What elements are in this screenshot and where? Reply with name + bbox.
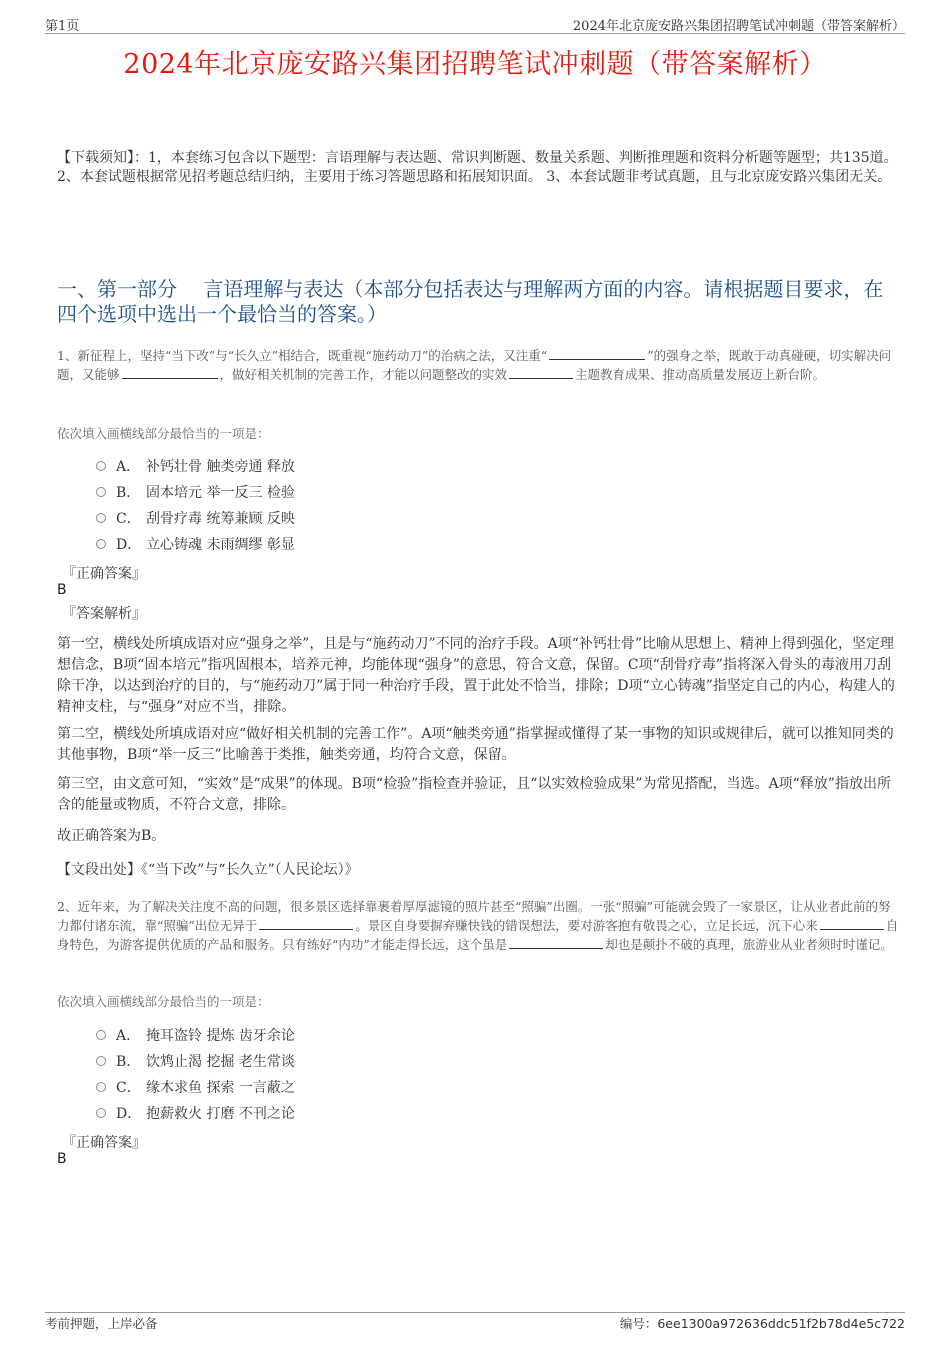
option-b[interactable] xyxy=(96,479,295,505)
answer-blank xyxy=(509,936,603,949)
option-c[interactable] xyxy=(96,505,295,531)
option-text: 固本培元 举一反三 检验 xyxy=(146,485,295,501)
footer-code-label: 编号： xyxy=(619,1316,658,1331)
radio-icon[interactable] xyxy=(96,1030,106,1040)
footer-divider xyxy=(45,1312,905,1313)
radio-icon[interactable] xyxy=(96,1056,106,1066)
question-2-part-2: 。景区自身要摒弃赚快钱的错误想法，要对游客抱有敬畏之心，立足长远，沉下心来 xyxy=(355,918,818,933)
option-d[interactable] xyxy=(96,1100,295,1126)
question-1-options xyxy=(96,453,295,557)
option-d[interactable] xyxy=(96,531,295,557)
option-text: 刮骨疗毒 统筹兼顾 反映 xyxy=(146,511,295,527)
answer-blank xyxy=(820,917,884,930)
answer-blank xyxy=(122,366,218,379)
answer-blank xyxy=(259,917,353,930)
analysis-paragraph-3: 第三空，由文意可知，“实效”是“成果”的体现。B项“检验”指检查并验证，且“以实效检验成果”为常见搭配，当选。A项“释放”指放出所含的能量或物质，不符合文意，排除。 xyxy=(57,776,891,813)
question-2-part-1: 2、近年来，为了解决关注度不高的问题，很多景区选择靠裹着厚厚滤镜的照片甚至“照骗”出圈。一张“照骗”可能就会毁了一家景区，让从业者此前的努力都付诸东流，靠“照骗”出位无异于 xyxy=(57,899,891,933)
source-citation: 【文段出处】《“当下改”与“长久立”（人民论坛）》 xyxy=(57,862,359,878)
question-2-options xyxy=(96,1022,295,1126)
correct-answer-label: 『正确答案』 xyxy=(62,1135,146,1151)
footer-code-value: 6ee1300a972636ddc51f2b78d4e5c722 xyxy=(657,1316,905,1331)
footer-slogan: 考前押题，上岸必备 xyxy=(45,1316,158,1331)
analysis-paragraph-1: 第一空，横线处所填成语对应“强身之举”，且是与“施药动刀”不同的治疗手段。A项“补钙壮骨”比喻从思想上、精神上得到强化，坚定理想信念，B项“固本培元”指巩固根本，培养元神，均能体现“强身”的意思，符合文意，保留。C项“刮骨疗毒”指将深入骨头的毒液用刀刮除干净，以达到治疗的目的，与“施药动刀”属于同一种治疗手段，置于此处不恰当，排除；D项“立心铸魂”指坚定自己的内心，构建人的精神支柱，与“强身”对应不当，排除。 xyxy=(57,636,895,715)
page-header xyxy=(45,13,905,34)
question-2-part-4: 却也是颠扑不破的真理，旅游业从业者须时时谨记。 xyxy=(605,937,893,952)
question-1-instruction: 依次填入画横线部分最恰当的一项是： xyxy=(57,426,270,441)
answer-blank xyxy=(549,347,645,360)
question-1-part-3: ，做好相关机制的完善工作，才能以问题整改的实效 xyxy=(219,367,508,382)
question-1-part-4: 主题教育成果、推动高质量发展迈上新台阶。 xyxy=(575,367,826,382)
question-2-part-3: 自身特色，为游客提供优质的产品和服务。只有练好“内功”才能走得长远，这个虽是 xyxy=(57,918,899,952)
option-letter: D． xyxy=(116,537,142,553)
option-letter: A． xyxy=(116,1028,141,1044)
option-a[interactable] xyxy=(96,453,295,479)
correct-answer-label: 『正确答案』 xyxy=(62,566,146,582)
radio-icon[interactable] xyxy=(96,487,106,497)
question-1-part-1: 1、新征程上，坚持“当下改”与“长久立”相结合，既重视“施药动刀”的治病之法，又注重“ xyxy=(57,348,548,363)
option-text: 饮鸩止渴 挖掘 老生常谈 xyxy=(146,1054,295,1070)
option-letter: D． xyxy=(116,1106,142,1122)
correct-answer-value: B xyxy=(57,582,67,598)
analysis-conclusion: 故正确答案为B。 xyxy=(57,828,166,844)
option-letter: C． xyxy=(116,1080,141,1096)
analysis-label: 『答案解析』 xyxy=(62,606,146,622)
document-title: 2024年北京庞安路兴集团招聘笔试冲刺题（带答案解析） xyxy=(123,49,827,80)
question-2-instruction: 依次填入画横线部分最恰当的一项是： xyxy=(57,994,270,1009)
answer-blank xyxy=(509,366,573,379)
radio-icon[interactable] xyxy=(96,1108,106,1118)
analysis-paragraph-2: 第二空，横线处所填成语对应“做好相关机制的完善工作”。A项“触类旁通”指掌握或懂得了某一事物的知识或规律后，就可以推知同类的其他事物，B项“举一反三”比喻善于类推，触类旁通，均符合文意，保留。 xyxy=(57,726,894,763)
radio-icon[interactable] xyxy=(96,513,106,523)
option-letter: A． xyxy=(116,459,141,475)
question-2-text xyxy=(57,897,899,954)
option-text: 立心铸魂 未雨绸缪 彰显 xyxy=(146,537,295,553)
radio-icon[interactable] xyxy=(96,461,106,471)
option-b[interactable] xyxy=(96,1048,295,1074)
option-letter: B． xyxy=(116,485,141,501)
correct-answer-value: B xyxy=(57,1151,67,1167)
option-letter: C． xyxy=(116,511,141,527)
download-notice: 【下载须知】：1，本套练习包含以下题型：言语理解与表达题、常识判断题、数量关系题、判断推理题和资料分析题等题型；共135道。 2、本套试题根据常见招考题总结归纳，主要用于练习答题思路和拓展知识面。 3、本套试题非考试真题，且与北京庞安路兴集团无关。 xyxy=(57,150,898,185)
section-heading: 一、第一部分 言语理解与表达（本部分包括表达与理解两方面的内容。请根据题目要求，在四个选项中选出一个最恰当的答案。） xyxy=(57,277,884,326)
page-number: 第1页 xyxy=(45,19,80,34)
option-text: 抱薪救火 打磨 不刊之论 xyxy=(146,1106,295,1122)
option-c[interactable] xyxy=(96,1074,295,1100)
radio-icon[interactable] xyxy=(96,1082,106,1092)
option-text: 补钙壮骨 触类旁通 释放 xyxy=(146,459,295,475)
option-letter: B． xyxy=(116,1054,141,1070)
option-text: 掩耳盗铃 提炼 齿牙余论 xyxy=(146,1028,295,1044)
footer-code xyxy=(620,1314,905,1332)
question-1-part-2: ”的强身之举，既敢于动真碰硬，切实解决问题，又能够 xyxy=(57,348,892,382)
question-1-text xyxy=(57,346,899,384)
option-a[interactable] xyxy=(96,1022,295,1048)
option-text: 缘木求鱼 探索 一言蔽之 xyxy=(146,1080,295,1096)
radio-icon[interactable] xyxy=(96,539,106,549)
header-doc-title: 2024年北京庞安路兴集团招聘笔试冲刺题（带答案解析） xyxy=(572,19,905,34)
